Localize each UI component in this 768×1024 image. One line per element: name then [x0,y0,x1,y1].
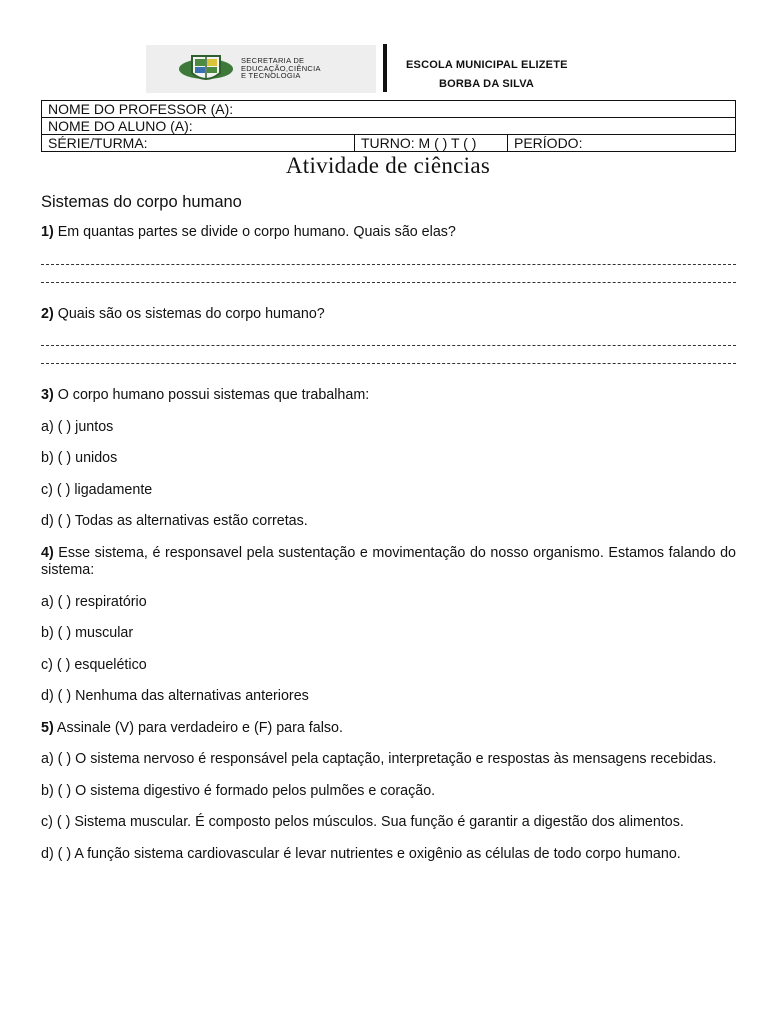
option[interactable]: a) ( ) O sistema nervoso é responsável pela captação, interpretação e respostas às mensagens recebidas. [41,751,717,767]
option[interactable]: c) ( ) Sistema muscular. É composto pelos músculos. Sua função é garantir a digestão dos alimentos. [41,814,684,830]
option[interactable]: b) ( ) unidos [41,450,118,466]
question-1: 1) Em quantas partes se divide o corpo humano. Quais são elas? [41,224,456,240]
option[interactable]: b) ( ) O sistema digestivo é formado pelos pulmões e coração. [41,782,436,799]
professor-field[interactable]: NOME DO PROFESSOR (A): [42,101,736,118]
crest-icon [178,53,234,86]
serie-field[interactable]: SÉRIE/TURMA: [42,135,355,152]
page-subtitle: Sistemas do corpo humano [41,193,242,211]
questions [41,224,736,863]
aluno-field[interactable]: NOME DO ALUNO (A): [42,118,736,135]
option[interactable]: c) ( ) ligadamente [41,481,153,498]
school-name: ESCOLA MUNICIPAL ELIZETE BORBA DA SILVA [406,59,568,90]
page-title: Atividade de ciências [285,153,491,178]
header-divider [383,44,387,92]
option[interactable]: c) ( ) esquelético [41,656,147,673]
question-2: 2) Quais são os sistemas do corpo humano? [41,305,325,322]
option[interactable]: b) ( ) muscular [41,625,134,641]
option[interactable]: d) ( ) Nenhuma das alternativas anteriores [41,688,309,704]
question-3: 3) O corpo humano possui sistemas que trabalham: [41,387,370,403]
option[interactable]: a) ( ) juntos [41,418,114,435]
option[interactable]: d) ( ) A função sistema cardiovascular é levar nutrientes e oxigênio as células de todo corpo humano. [41,845,681,862]
question-5: 5) Assinale (V) para verdadeiro e (F) para falso. [41,719,343,736]
logo-text: SECRETARIA DE EDUCAÇÃO,CIÊNCIA E TECNOLOGIA [241,56,321,80]
question-4: 4) Esse sistema, é responsavel pela sustentação e movimentação do nosso organismo. Estamos falando do sistema: [41,544,736,578]
secretaria-logo [146,45,376,93]
option[interactable]: d) ( ) Todas as alternativas estão corretas. [41,513,308,529]
identification-table [41,100,736,152]
option[interactable]: a) ( ) respiratório [41,593,147,610]
periodo-field[interactable]: PERÍODO: [508,135,736,152]
turno-field[interactable]: TURNO: M ( ) T ( ) [355,135,508,152]
